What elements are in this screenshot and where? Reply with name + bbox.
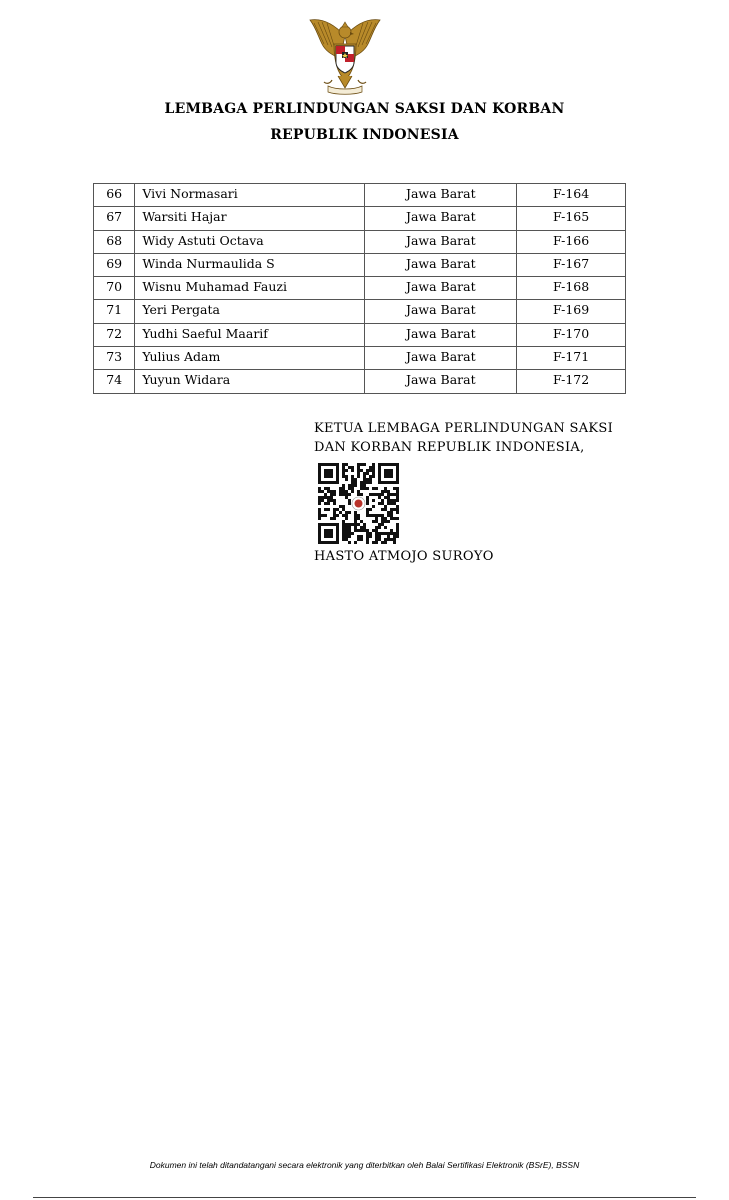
e-signature-note: Dokumen ini telah ditandatangani secara elektronik yang diterbitkan oleh Balai Sertifikasi Elektronik (BSrE), BSSN (149, 1160, 580, 1170)
signatory-title-line2: DAN KORBAN REPUBLIK INDONESIA, (314, 440, 585, 455)
participant-name: Warsiti Hajar (135, 207, 365, 230)
participant-table (93, 183, 626, 394)
participant-code: F-172 (517, 370, 626, 393)
institution-name: LEMBAGA PERLINDUNGAN SAKSI DAN KORBAN (164, 101, 565, 117)
participant-code: F-168 (517, 277, 626, 300)
table-row (94, 230, 626, 253)
participant-name: Yuyun Widara (135, 370, 365, 393)
country-name: REPUBLIK INDONESIA (270, 127, 459, 143)
row-number: 70 (94, 277, 135, 300)
participant-province: Jawa Barat (365, 253, 517, 276)
participant-province: Jawa Barat (365, 230, 517, 253)
participant-province: Jawa Barat (365, 347, 517, 370)
participant-province: Jawa Barat (365, 277, 517, 300)
participant-name: Yeri Pergata (135, 300, 365, 323)
signatory-title-line1: KETUA LEMBAGA PERLINDUNGAN SAKSI (314, 421, 614, 436)
signatory-name: HASTO ATMOJO SUROYO (314, 549, 494, 564)
participant-province: Jawa Barat (365, 300, 517, 323)
table-row (94, 370, 626, 393)
participant-code: F-169 (517, 300, 626, 323)
row-number: 72 (94, 323, 135, 346)
table-row (94, 253, 626, 276)
participant-code: F-164 (517, 184, 626, 207)
row-number: 71 (94, 300, 135, 323)
participant-code: F-170 (517, 323, 626, 346)
table-row (94, 184, 626, 207)
row-number: 67 (94, 207, 135, 230)
table-row (94, 207, 626, 230)
participant-code: F-165 (517, 207, 626, 230)
row-number: 68 (94, 230, 135, 253)
participant-name: Yulius Adam (135, 347, 365, 370)
participant-province: Jawa Barat (365, 207, 517, 230)
participant-code: F-166 (517, 230, 626, 253)
table-row (94, 277, 626, 300)
row-number: 73 (94, 347, 135, 370)
table-row (94, 300, 626, 323)
participant-code: F-167 (517, 253, 626, 276)
participant-code: F-171 (517, 347, 626, 370)
row-number: 74 (94, 370, 135, 393)
participant-name: Winda Nurmaulida S (135, 253, 365, 276)
table-row (94, 323, 626, 346)
table-row (94, 347, 626, 370)
participant-province: Jawa Barat (365, 323, 517, 346)
participant-province: Jawa Barat (365, 370, 517, 393)
participant-province: Jawa Barat (365, 184, 517, 207)
participant-name: Widy Astuti Octava (135, 230, 365, 253)
row-number: 66 (94, 184, 135, 207)
participant-name: Vivi Normasari (135, 184, 365, 207)
participant-name: Wisnu Muhamad Fauzi (135, 277, 365, 300)
row-number: 69 (94, 253, 135, 276)
garuda-emblem-icon (304, 14, 386, 96)
footer-divider (33, 1197, 696, 1198)
participant-name: Yudhi Saeful Maarif (135, 323, 365, 346)
qr-code-icon (318, 463, 399, 544)
